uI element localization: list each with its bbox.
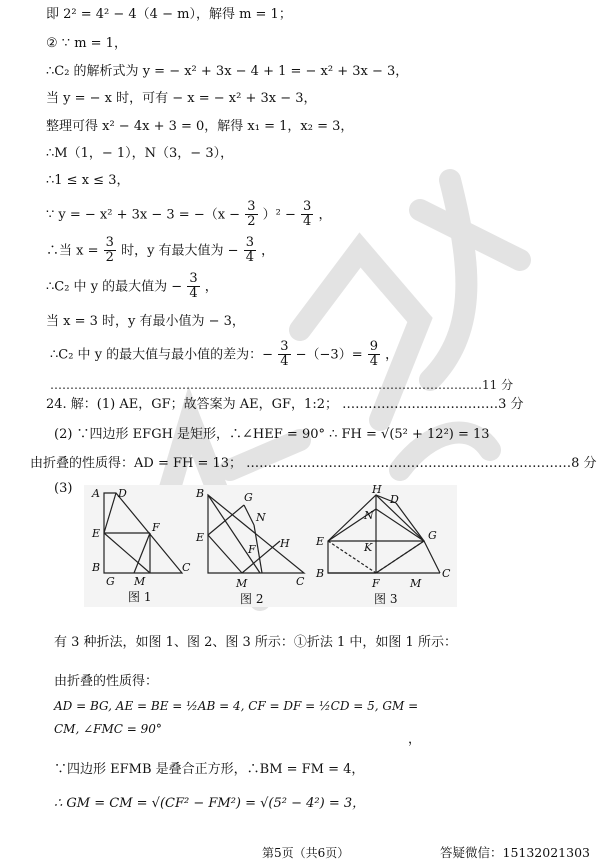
label-N: N <box>364 509 374 522</box>
label-H: H <box>372 485 382 496</box>
line-24-part-2: (2) ∵四边形 EFGH 是矩形，∴∠HEF = 90° ∴ FH = √(5² + 12²) = 13 <box>54 427 490 442</box>
line-24-part-1: 24. 解：(1) AE，GF；故答案为 AE，GF，1:2； ………………………………3 分 <box>46 397 524 412</box>
line-6: ∴M（1，− 1），N（3，− 3）， <box>46 146 234 161</box>
label-C: C <box>296 575 305 588</box>
caption-figure-3: 图 3 <box>374 592 398 606</box>
line-8-part-b: ）² − <box>262 207 296 223</box>
contact-info: 答疑微信：15132021303 <box>440 845 590 860</box>
label-G: G <box>106 575 115 588</box>
label-D: D <box>118 487 127 500</box>
line-9-part-a: ∴当 x = <box>46 243 99 259</box>
label-F: F <box>372 577 380 590</box>
line-12-part-c: ， <box>385 347 399 363</box>
label-C: C <box>182 561 191 574</box>
caption-figure-2: 图 2 <box>240 592 264 606</box>
label-K: K <box>364 541 373 554</box>
score-line-11: ………………………………………………………………………………………………11 分 <box>50 378 514 392</box>
line-7: ∴1 ≤ x ≤ 3， <box>46 173 130 188</box>
label-M: M <box>410 577 422 590</box>
denominator: 4 <box>303 214 312 230</box>
line-8-part-c: ， <box>318 207 332 223</box>
line-9-part-c: ， <box>261 243 275 259</box>
line-fold-equations-1: AD = BG, AE = BE = ½AB = 4, CF = DF = ½CD = 5, GM = <box>54 699 419 713</box>
line-1: 即 2² = 4² − 4（4 − m），解得 m = 1； <box>46 7 292 22</box>
line-10 <box>46 272 218 302</box>
label-B: B <box>316 567 325 580</box>
line-12 <box>50 340 398 370</box>
label-G: G <box>428 529 437 542</box>
fraction-3-over-4 <box>187 272 199 302</box>
fraction-3-over-4 <box>278 340 290 370</box>
label-E: E <box>316 535 325 548</box>
label-F: F <box>152 521 160 534</box>
label-E: E <box>196 531 205 544</box>
denominator: 4 <box>245 250 254 266</box>
numerator: 3 <box>245 235 254 250</box>
fraction-3-over-4 <box>301 200 313 230</box>
label-N: N <box>256 511 266 524</box>
line-8 <box>46 200 331 230</box>
page-number: 第5页（共6页） <box>262 846 350 860</box>
label-B: B <box>196 487 205 500</box>
label-E: E <box>92 527 101 540</box>
denominator: 2 <box>105 250 114 266</box>
line-12-part-a: ∴C₂ 中 y 的最大值与最小值的差为：− <box>50 347 274 363</box>
caption-figure-1: 图 1 <box>128 590 152 604</box>
line-9-part-b: 时，y 有最大值为 − <box>121 243 239 259</box>
line-gm-result: ∴ GM = CM = √(CF² − FM²) = √(5² − 4²) = 3， <box>54 796 366 811</box>
fraction-9-over-4 <box>368 340 380 370</box>
line-5: 整理可得 x² − 4x + 3 = 0，解得 x₁ = 1，x₂ = 3， <box>46 119 354 134</box>
label-G: G <box>244 491 253 504</box>
line-fold-property: 由折叠的性质得： <box>54 674 159 689</box>
denominator: 4 <box>189 286 198 302</box>
label-D: D <box>390 493 399 506</box>
line-3: ∴C₂ 的解析式为 y = − x² + 3x − 4 + 1 = − x² + 3x − 3， <box>46 64 409 79</box>
numerator: 3 <box>105 235 114 250</box>
denominator: 4 <box>369 354 379 370</box>
line-4: 当 y = − x 时，可有 − x = − x² + 3x − 3， <box>46 91 317 106</box>
label-B: B <box>92 561 101 574</box>
figures-diagram <box>84 485 457 607</box>
fraction-3-over-2 <box>104 236 116 266</box>
line-2: ② ∵ m = 1， <box>46 36 127 51</box>
line-10-part-b: ， <box>204 279 218 295</box>
line-9 <box>46 236 274 266</box>
line-8-part-a: ∵ y = − x² + 3x − 3 = −（x − <box>46 207 241 223</box>
numerator: 3 <box>303 199 312 214</box>
denominator: 2 <box>247 214 256 230</box>
label-A: A <box>92 487 100 500</box>
label-M: M <box>236 577 248 590</box>
line-24-fold-result: 由折叠的性质得：AD = FH = 13； …………………………………………………………………8 分 <box>30 456 597 471</box>
line-fold-methods: 有 3 种折法，如图 1、图 2、图 3 所示：①折法 1 中，如图 1 所示： <box>54 635 457 650</box>
line-11: 当 x = 3 时，y 有最小值为 − 3， <box>46 314 245 329</box>
numerator: 3 <box>247 199 256 214</box>
label-F: F <box>248 543 256 556</box>
label-M: M <box>134 575 146 588</box>
numerator: 9 <box>369 339 379 354</box>
numerator: 3 <box>189 271 198 286</box>
numerator: 3 <box>280 339 289 354</box>
line-square-property: ∵四边形 EFMB 是叠合正方形，∴BM = FM = 4， <box>54 762 365 777</box>
line-fold-equations-2: CM, ∠FMC = 90° <box>54 722 162 736</box>
label-H: H <box>280 537 290 550</box>
line-24-part-3: (3) <box>54 481 73 496</box>
denominator: 4 <box>280 354 289 370</box>
fraction-3-over-4 <box>244 236 256 266</box>
line-12-part-b: −（−3）= <box>295 347 363 363</box>
fraction-3-over-2 <box>245 200 257 230</box>
label-C: C <box>442 567 451 580</box>
comma-mark: ， <box>408 732 422 747</box>
line-10-part-a: ∴C₂ 中 y 的最大值为 − <box>46 279 183 295</box>
